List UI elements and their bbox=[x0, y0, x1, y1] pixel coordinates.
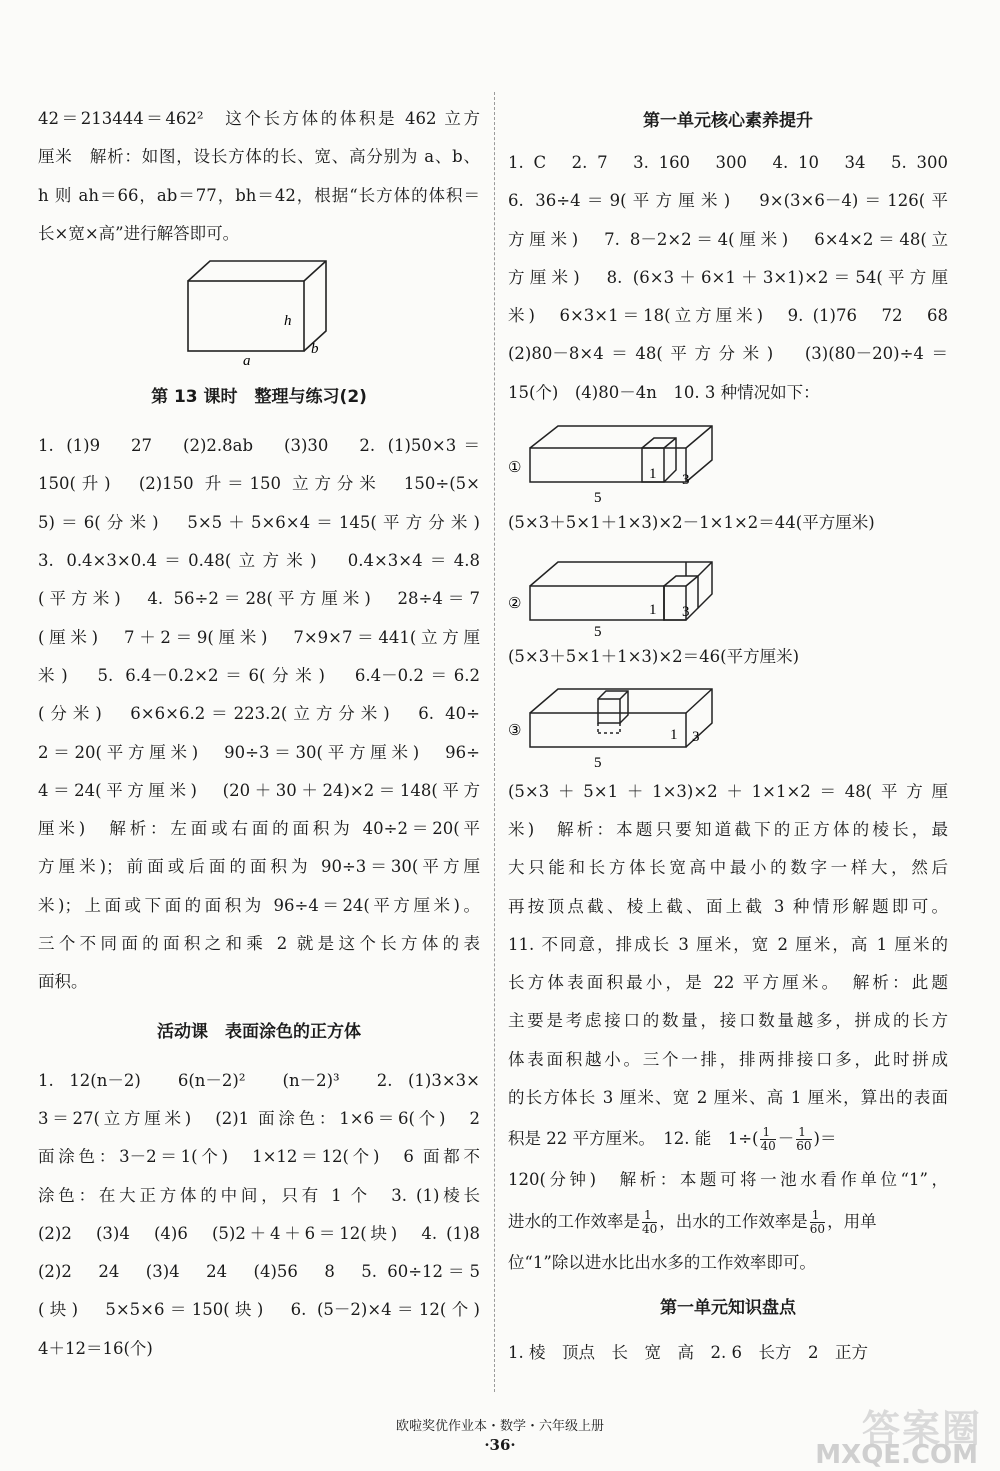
watermark-logo: 答案圈 bbox=[861, 1407, 982, 1451]
frac-num: 1 bbox=[796, 1126, 811, 1140]
text-line: 4＝24(平方厘米) (20＋30＋24)×2＝148(平方 bbox=[38, 780, 480, 800]
text-line: 米)；上面或下面的面积为 96÷4＝24(平方厘米)。 bbox=[38, 895, 480, 915]
case1-label-5: 5 bbox=[594, 490, 602, 505]
text-line: 方厘米) 7. 8－2×2＝4(厘米) 6×4×2＝48(立 bbox=[508, 229, 948, 249]
text-line: (5×3＋5×1＋1×3)×2＋1×1×2＝48(平方厘 bbox=[508, 781, 948, 801]
case2-label-1: 1 bbox=[649, 602, 657, 619]
text-line: 方厘米)；前面或后面的面积为 90÷3＝30(平方厘 bbox=[38, 857, 480, 877]
text-line: (平方米) 4. 56÷2＝28(平方厘米) 28÷4＝7 bbox=[38, 589, 480, 609]
case3-marker: ③ bbox=[508, 722, 522, 739]
case3-figure bbox=[508, 677, 948, 773]
text-line: (块) 5×5×6＝150(块) 6. (5－2)×4＝12(个) bbox=[38, 1300, 480, 1320]
text-line: 米) 5. 6.4－0.2×2＝6(分米) 6.4－0.2＝6.2 bbox=[38, 665, 480, 685]
q12-answer-line: 120(分钟) 解析：本题可将一池水看作单位“1”， bbox=[508, 1170, 948, 1190]
frac-den: 40 bbox=[642, 1221, 658, 1236]
text-line: (2)2 (3)4 (4)6 (5)2＋4＋6＝12(块) 4. (1)8 bbox=[38, 1223, 480, 1243]
case3-label-3: 3 bbox=[692, 728, 700, 745]
cuboid-figure bbox=[38, 255, 480, 367]
case3-label-1: 1 bbox=[670, 726, 678, 743]
case1-equation: (5×3＋5×1＋1×3)×2－1×1×2＝44(平方厘米) bbox=[508, 513, 875, 533]
label-h: h bbox=[284, 313, 292, 330]
case2-label-5: 5 bbox=[594, 624, 602, 639]
text-line: (2)2 24 (3)4 24 (4)56 8 5. 60÷12＝5 bbox=[38, 1262, 480, 1282]
knowledge-line: 1. 棱 顶点 长 宽 高 2. 6 长方 2 正方 bbox=[508, 1342, 868, 1362]
frac-den: 60 bbox=[796, 1139, 812, 1154]
case1-label-1: 1 bbox=[649, 466, 657, 483]
frac-num: 1 bbox=[810, 1209, 825, 1223]
case2-figure bbox=[508, 542, 948, 638]
text-line: 3. 0.4×3×0.4＝0.48(立方米) 0.4×3×4＝4.8 bbox=[38, 551, 480, 571]
text-line: 再按顶点截、棱上截、面上截 3 种情形解题即可。 bbox=[508, 896, 948, 916]
answer-block-q10-q11 bbox=[508, 773, 948, 1118]
text-line: 大只能和长方体长宽高中最小的数字一样大，然后 bbox=[508, 858, 948, 878]
frac-num: 1 bbox=[760, 1126, 775, 1140]
case1-marker: ① bbox=[508, 460, 522, 477]
text-line: 米) 6×3×1＝18(立方厘米) 9. (1)76 72 68 bbox=[508, 306, 948, 326]
text-line: 2＝20(平方厘米) 90÷3＝30(平方厘米) 96÷ bbox=[38, 742, 480, 762]
text-line: (厘米) 7＋2＝9(厘米) 7×9×7＝441(立方厘 bbox=[38, 627, 480, 647]
text-line: 1. C 2. 7 3. 160 300 4. 10 34 5. 300 bbox=[508, 153, 948, 172]
case2-marker: ② bbox=[508, 596, 522, 613]
efficiency-text-3: ，用单 bbox=[827, 1211, 877, 1231]
right-column bbox=[508, 100, 948, 1372]
text-line: 1. 12(n－2) 6(n－2)² (n－2)³ 2. (1)3×3× bbox=[38, 1070, 480, 1090]
text-line: 15(个) (4)80－4n 10. 3 种情况如下： bbox=[508, 382, 820, 402]
text-line: 150(升) (2)150 升＝150 立方分米 150÷(5× bbox=[38, 474, 480, 494]
q12-conclusion-line: 位“1”除以进水比出水多的工作效率即可。 bbox=[508, 1252, 816, 1272]
text-line: 的长方体长 3 厘米、宽 2 厘米、高 1 厘米，算出的表面 bbox=[508, 1088, 948, 1108]
case2-equation: (5×3＋5×1＋1×3)×2＝46(平方厘米) bbox=[508, 647, 800, 667]
text-line: 42＝213444＝462² 这个长方体的体积是 462 立方 bbox=[38, 109, 480, 128]
text-line: 长方体表面积最小，是 22 平方厘米。 解析：此题 bbox=[508, 973, 948, 993]
text-line: 涂色：在大正方体的中间，只有 1 个 3. (1)棱长 bbox=[38, 1185, 480, 1205]
label-a: a bbox=[243, 353, 251, 368]
section-heading-activity: 活动课 表面涂色的正方体 bbox=[157, 1021, 361, 1042]
minus-sign: － bbox=[777, 1129, 795, 1149]
answer-block-unit-review bbox=[508, 144, 948, 412]
text-line: 11. 不同意，排成长 3 厘米，宽 2 厘米，高 1 厘米的 bbox=[508, 934, 948, 954]
frac-den: 40 bbox=[760, 1139, 776, 1154]
q12-text-end: )＝ bbox=[813, 1129, 837, 1149]
text-line: 3＝27(立方厘米) (2)1 面涂色：1×6＝6(个) 2 bbox=[38, 1108, 480, 1128]
case1-label-3: 3 bbox=[682, 472, 690, 489]
text-line: 方厘米) 8. (6×3＋6×1＋3×1)×2＝54(平方厘 bbox=[508, 267, 948, 287]
text-line: 米) 解析：本题只要知道截下的正方体的棱长，最 bbox=[508, 819, 948, 839]
text-line: 三个不同面的面积之和乘 2 就是这个长方体的表 bbox=[38, 934, 480, 954]
case1-figure bbox=[508, 412, 948, 504]
fraction-out bbox=[810, 1209, 825, 1236]
section-heading-knowledge: 第一单元知识盘点 bbox=[660, 1297, 796, 1318]
fraction-1-60 bbox=[796, 1126, 811, 1153]
text-line: 6. 36÷4＝9(平方厘米) 9×(3×6－4)＝126(平 bbox=[508, 191, 948, 211]
text-line: (2)80－8×4＝48(平方分米) (3)(80－20)÷4＝ bbox=[508, 344, 948, 364]
book-series-footer: 欧啦奖优作业本・数学・六年级上册 bbox=[395, 1419, 604, 1434]
answer-block-lesson13 bbox=[38, 427, 480, 1001]
left-column bbox=[38, 100, 480, 1368]
fraction-in bbox=[642, 1209, 657, 1236]
efficiency-text-2: ，出水的工作效率是 bbox=[659, 1211, 808, 1231]
text-line: 厘米 解析：如图，设长方体的长、宽、高分别为 a、b、 bbox=[38, 147, 480, 167]
q12-efficiency-line bbox=[508, 1200, 948, 1244]
text-line: 4＋12＝16(个) bbox=[38, 1338, 153, 1358]
text-line: 厘米) 解析：左面或右面的面积为 40÷2＝20(平 bbox=[38, 819, 480, 839]
q12-text: 积是 22 平方厘米。 12. 能 1÷( bbox=[508, 1129, 759, 1149]
case2-label-3: 3 bbox=[682, 604, 690, 621]
label-b: b bbox=[311, 341, 319, 358]
page-number: ·36· bbox=[484, 1436, 516, 1454]
text-line: 5)＝6(分米) 5×5＋5×6×4＝145(平方分米) bbox=[38, 512, 480, 532]
frac-num: 1 bbox=[642, 1209, 657, 1223]
case3-label-5: 5 bbox=[594, 754, 602, 771]
answer-block-lesson12-end bbox=[38, 100, 480, 253]
text-line: 主要是考虑接口的数量，接口数量越多，拼成的长方 bbox=[508, 1011, 948, 1031]
text-line: (分米) 6×6×6.2＝223.2(立方分米) 6. 40÷ bbox=[38, 704, 480, 724]
text-line: 体表面积越小。三个一排，排两排接口多，此时拼成 bbox=[508, 1049, 948, 1069]
efficiency-text-1: 进水的工作效率是 bbox=[508, 1211, 640, 1231]
fraction-1-40 bbox=[760, 1126, 775, 1153]
section-heading-unit-review: 第一单元核心素养提升 bbox=[643, 111, 813, 131]
case1-diagram bbox=[508, 412, 948, 504]
case3-diagram bbox=[508, 677, 948, 773]
watermark-url: MXQE.COM bbox=[815, 1440, 978, 1470]
text-line: h 则 ah＝66，ab＝77，bh＝42，根据“长方体的体积＝ bbox=[38, 185, 480, 205]
cuboid-diagram bbox=[38, 255, 480, 367]
text-line: 1. (1)9 27 (2)2.8ab (3)30 2. (1)50×3＝ bbox=[38, 436, 480, 456]
frac-den: 60 bbox=[809, 1221, 826, 1236]
section-heading-lesson13: 第 13 课时 整理与练习(2) bbox=[151, 387, 367, 408]
case2-diagram bbox=[508, 542, 948, 638]
answer-block-activity bbox=[38, 1062, 480, 1368]
text-line: 面涂色：3－2＝1(个) 1×12＝12(个) 6 面都不 bbox=[38, 1147, 480, 1167]
text-line: 面积。 bbox=[38, 972, 88, 992]
q12-line bbox=[508, 1117, 948, 1161]
column-divider bbox=[494, 92, 495, 1392]
text-line: 长×宽×高”进行解答即可。 bbox=[38, 223, 240, 243]
